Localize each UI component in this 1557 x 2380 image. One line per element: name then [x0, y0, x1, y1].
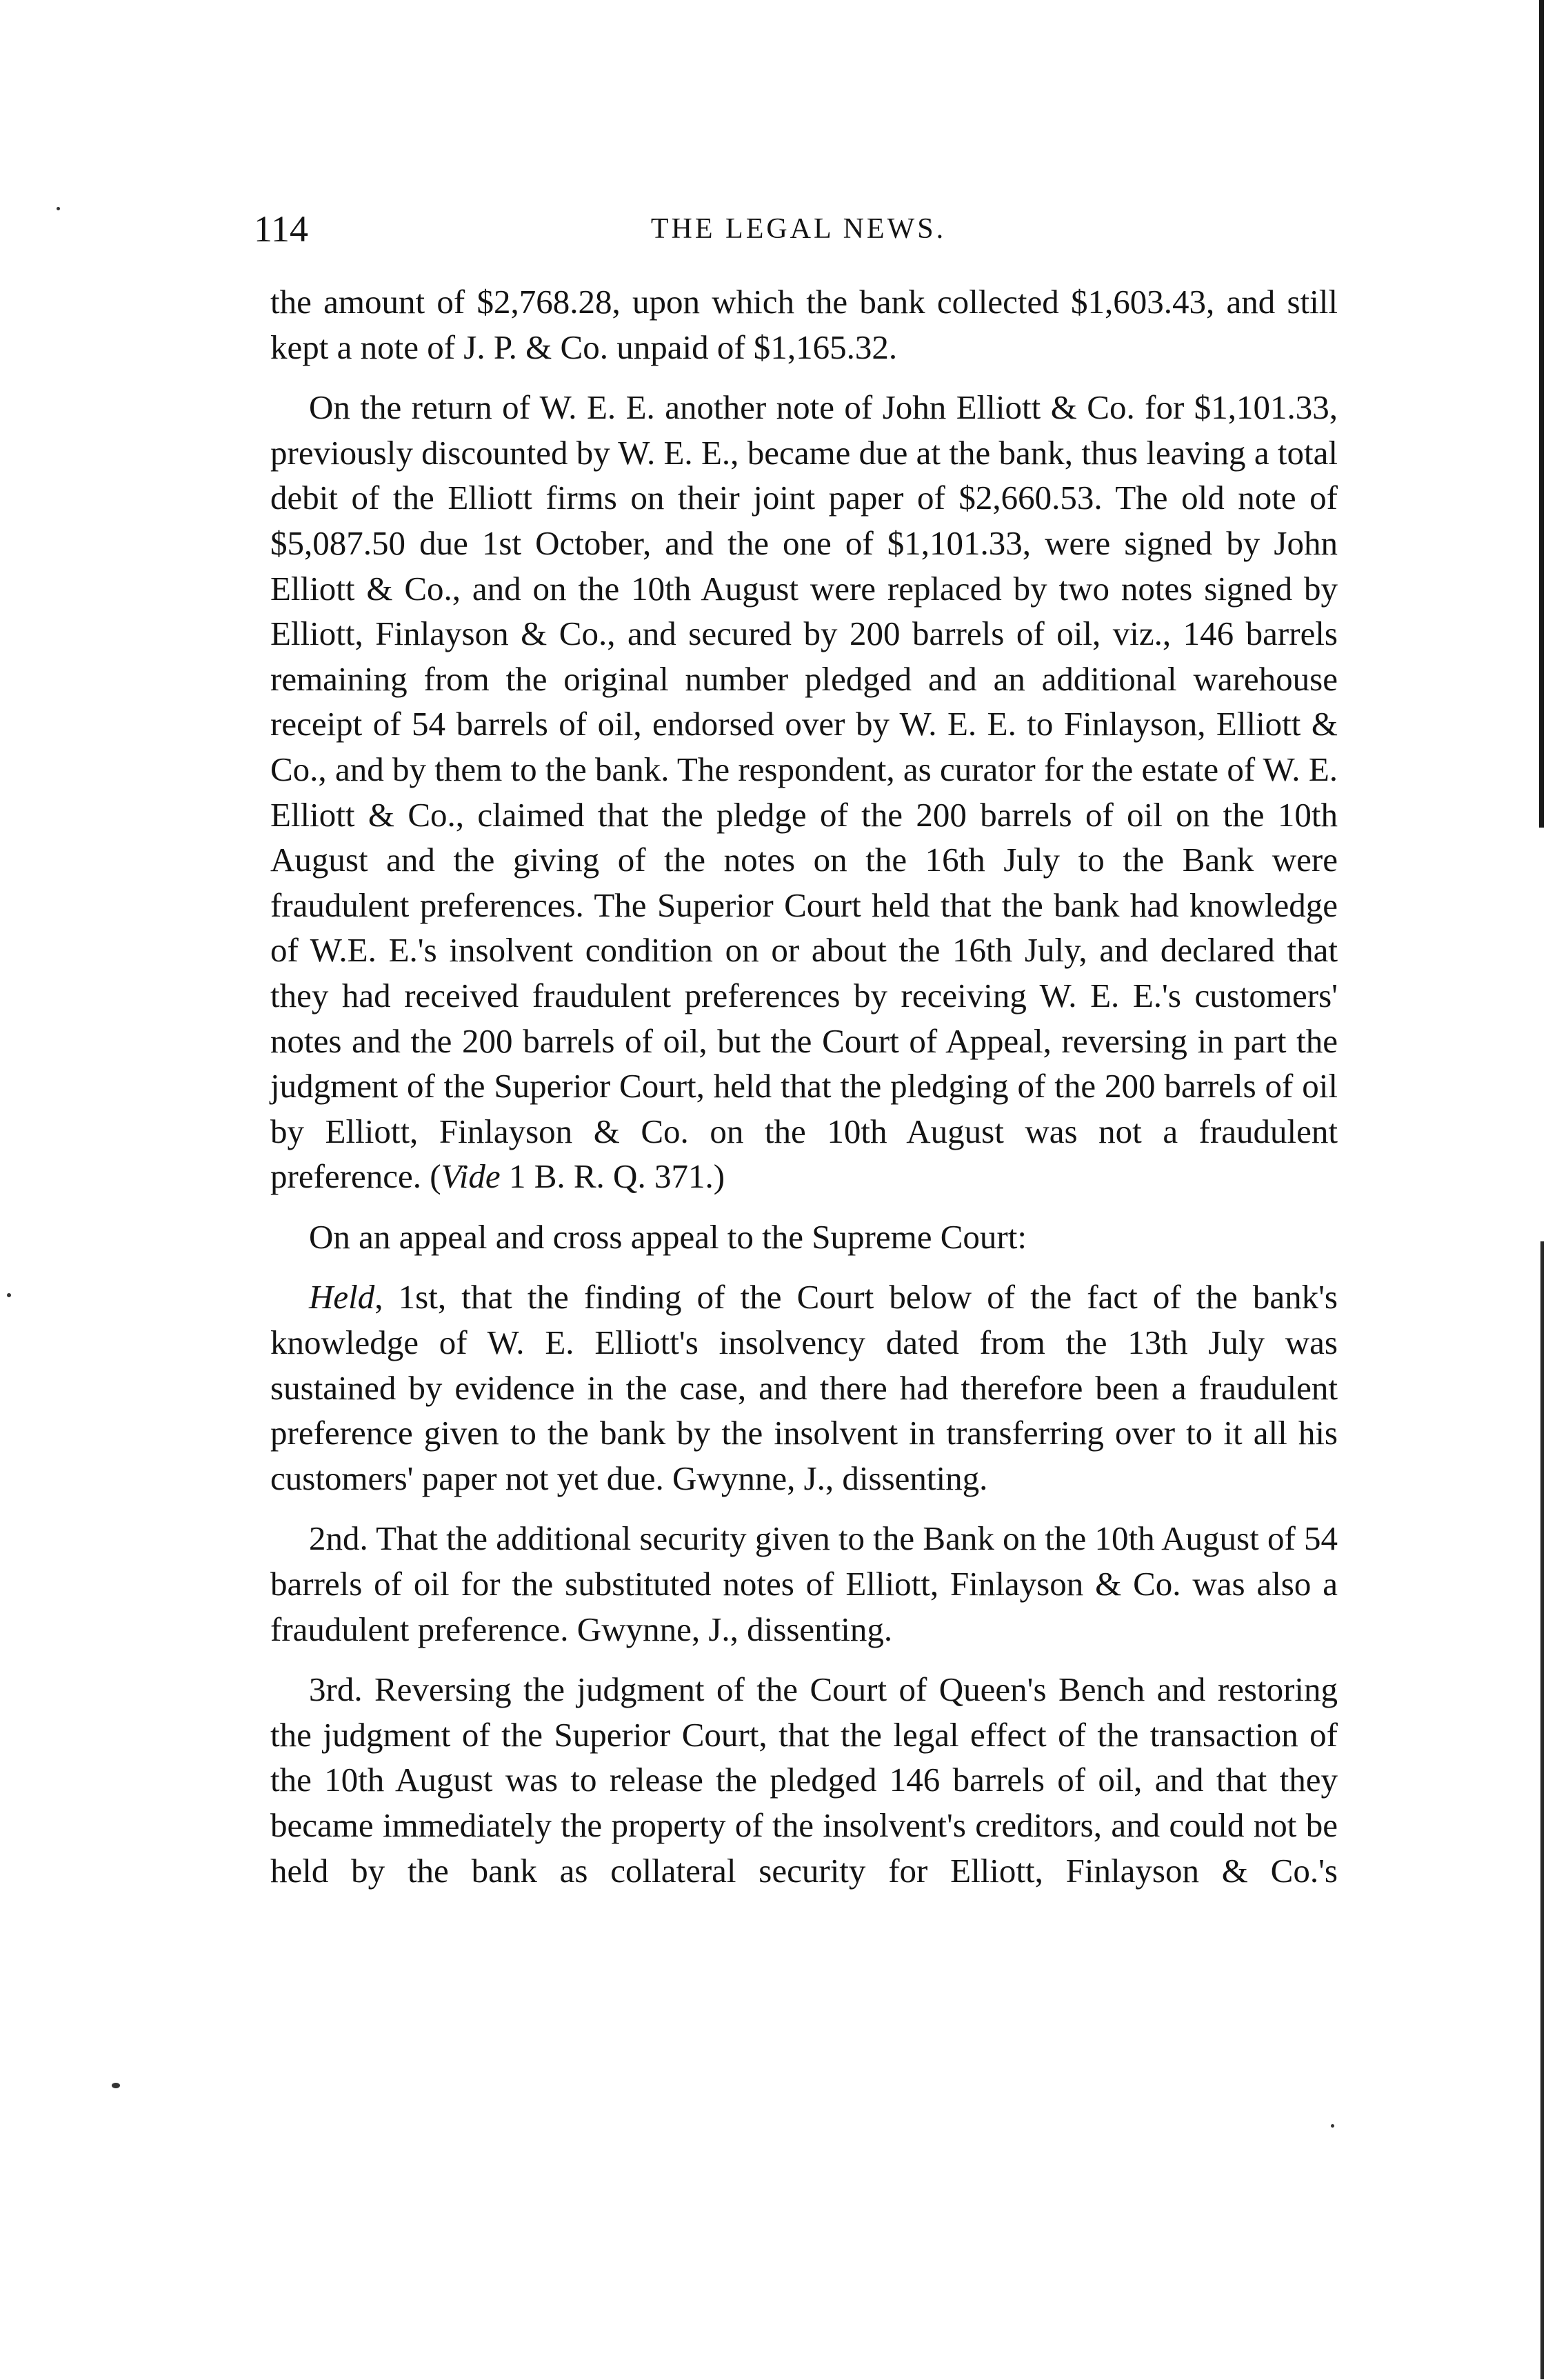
- paragraph-return-of-wee: [270, 385, 1338, 1199]
- paragraph-text: 2nd. That the additional security given to the Bank on the 10th August of 54 barrels of oil for the substituted notes of Elliott, Finlayson & Co. was also a fraudulent preference. Gwynne, J., dissenting.: [270, 1519, 1338, 1648]
- article-body: [270, 279, 1338, 1893]
- paragraph-text: On the return of W. E. E. another note of John Elliott & Co. for $1,101.33, previously discounted by W. E. E., became due at the bank, thus leaving a total debit of the Elliott firms on their joint paper of $2,660.53. The old note of $5,087.50 due 1st October, and the one of $1,101.33, were signed by John Elliott & Co., and on the 10th August were replaced by two notes signed by Elliott, Finlayson & Co., and secured by 200 barrels of oil, viz., 146 barrels remaining from the original number pledged and an additional warehouse receipt of 54 barrels of oil, endorsed over by W. E. E. to Finlayson, Elliott & Co., and by them to the bank. The respondent, as curator for the estate of W. E. Elliott & Co., claimed that the pledge of the 200 barrels of oil on the 10th August and the giving of the notes on the 16th July to the Bank were fraudulent preferences. The Superior Court held that the bank had knowledge of W.E. E.'s insolvent condition on or about the 16th July, and declared that they had received fraudulent preferences by receiving W. E. E.'s customers' notes and the 200 barrels of oil, but the Court of Appeal, reversing in part the judgment of the Superior Court, held that the pledging of the 200 barrels of oil by Elliott, Finlayson & Co. on the 10th August was not a fraudulent preference. (: [270, 388, 1338, 1196]
- print-speck: [112, 2083, 120, 2088]
- paragraph-appeal: [270, 1214, 1338, 1260]
- paragraph-text: 3rd. Reversing the judgment of the Court of Queen's Bench and restoring the judgment of the Superior Court, that the legal effect of the transaction of the 10th August was to release the pledged 146 barrels of oil, and that they became immediately the property of the insolvent's creditors, and could not be held by the bank as collateral security for Elliott, Finlayson & Co.'s: [270, 1670, 1338, 1890]
- held-word: Held: [309, 1278, 375, 1317]
- print-speck: [7, 1293, 11, 1297]
- print-speck: [1331, 2124, 1334, 2128]
- paragraph-text: On an appeal and cross appeal to the Supreme Court:: [309, 1217, 1027, 1256]
- page-edge-rule-lower: [1540, 1241, 1544, 2379]
- paragraph-held-first: [270, 1274, 1338, 1501]
- paragraph-held-second: [270, 1516, 1338, 1652]
- running-title: THE LEGAL NEWS.: [650, 213, 947, 245]
- page-header: [254, 201, 1343, 257]
- paragraph-text: , 1st, that the finding of the Court below of the fact of the bank's knowledge of W. E. Elliott's insolvency dated from the 13th July was sustained by evidence in the case, and there had therefore been a fraudulent preference given to the bank by the insolvent in transferring over to it all his customers' paper not yet due. Gwynne, J., dissenting.: [270, 1278, 1338, 1497]
- print-speck: [57, 207, 60, 210]
- paragraph-text: the amount of $2,768.28, upon which the bank collected $1,603.43, and still kept a note of J. P. & Co. unpaid of $1,165.32.: [270, 283, 1338, 366]
- vide-reference: Vide: [441, 1157, 501, 1196]
- paragraph-continuation: [270, 279, 1338, 370]
- page-number: 114: [254, 208, 308, 250]
- paragraph-held-third: [270, 1667, 1338, 1893]
- citation-text: 1 B. R. Q. 371.): [500, 1157, 725, 1196]
- page-edge-rule: [1539, 0, 1544, 828]
